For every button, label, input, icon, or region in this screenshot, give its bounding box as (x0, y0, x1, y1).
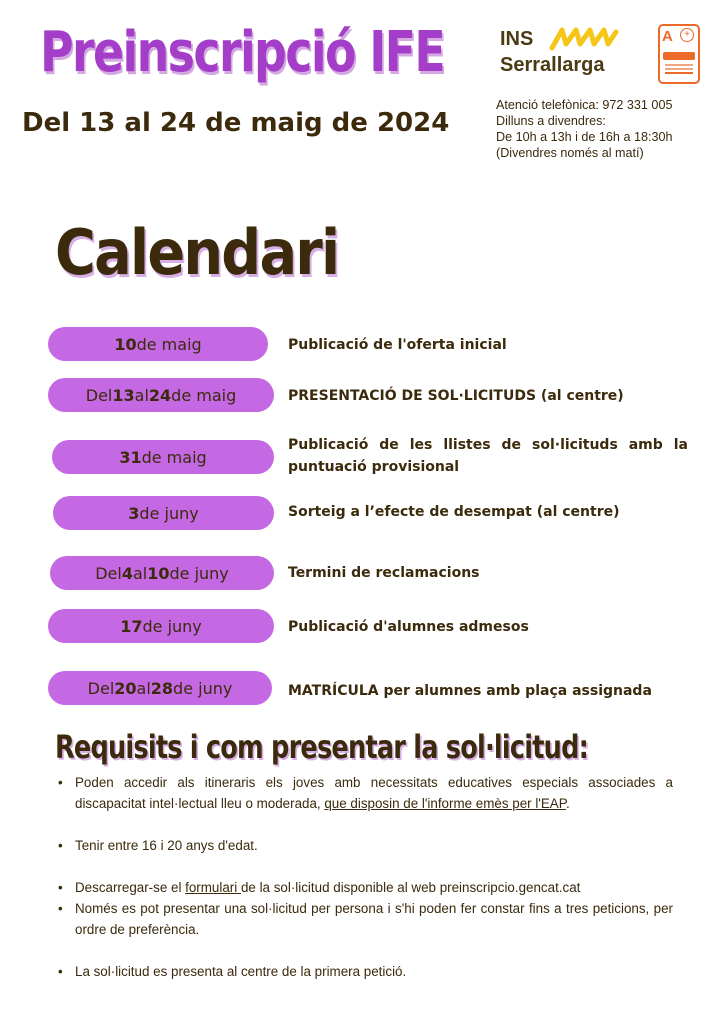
calendar-event: Sorteig a l’efecte de desempat (al centre) (288, 504, 620, 520)
calendar-event: Publicació de les llistes de sol·licituds amb la puntuació provisional (288, 437, 688, 475)
calendar-event: Termini de reclamacions (288, 565, 480, 581)
contact-hours: De 10h a 13h i de 16h a 18:30h (496, 130, 673, 144)
list-item: • Només es pot presentar una sol·licitud per persona i s'hi poden fer constar fins a tres peticions, per ordre de preferència. (58, 898, 673, 940)
date-pill: Del 13 al 24 de maig (48, 378, 274, 412)
badge-lines (665, 64, 693, 66)
calendar-heading: Calendari (55, 216, 339, 289)
date-pill: 17 de juny (48, 609, 274, 643)
date-pill: 3 de juny (53, 496, 274, 530)
calendar-event: Publicació d'alumnes admesos (288, 619, 529, 635)
date-range: Del 13 al 24 de maig de 2024 (22, 108, 450, 138)
logo-school-name: Serrallarga (500, 54, 605, 76)
list-item: • La sol·licitud es presenta al centre de la primera petició. (58, 961, 673, 982)
badge-plus-icon: + (680, 28, 694, 42)
badge-grade: A (662, 28, 673, 45)
badge-bar (663, 52, 695, 60)
date-pill: Del 20 al 28 de juny (48, 671, 272, 705)
requirements-list (58, 772, 673, 982)
date-pill: 31 de maig (52, 440, 274, 474)
requirements-heading: Requisits i com presentar la sol·licitud: (55, 728, 589, 766)
form-link[interactable]: formulari (185, 880, 241, 895)
quality-badge (658, 24, 700, 84)
date-pill: 10 de maig (48, 327, 268, 361)
list-item: • Descarregar-se el formulari de la sol·licitud disponible al web preinscripcio.gencat.cat (58, 877, 673, 898)
calendar-event: PRESENTACIÓ DE SOL·LICITUDS (al centre) (288, 388, 624, 404)
school-logo (500, 28, 630, 88)
calendar-event: Publicació de l'oferta inicial (288, 337, 507, 353)
calendar-event: MATRÍCULA per alumnes amb plaça assignada (288, 683, 652, 699)
date-pill: Del 4 al 10 de juny (50, 556, 274, 590)
logo-brush-icon (548, 26, 620, 52)
contact-info (496, 97, 721, 161)
logo-ins-text: INS (500, 28, 534, 50)
contact-phone: Atenció telefònica: 972 331 005 (496, 98, 673, 112)
eap-report-link[interactable]: que disposin de l'informe emès per l'EAP (324, 796, 566, 811)
page-title: Preinscripció IFE (40, 20, 445, 85)
contact-days: Dilluns a divendres: (496, 114, 606, 128)
contact-friday: (Divendres només al matí) (496, 146, 644, 160)
list-item: • Poden accedir als itineraris els joves amb necessitats educatives especials associades a discapacitat intel·lectual lleu o moderada, que disposin de l'informe emès per l'EAP. (58, 772, 673, 814)
list-item: • Tenir entre 16 i 20 anys d'edat. (58, 835, 673, 856)
